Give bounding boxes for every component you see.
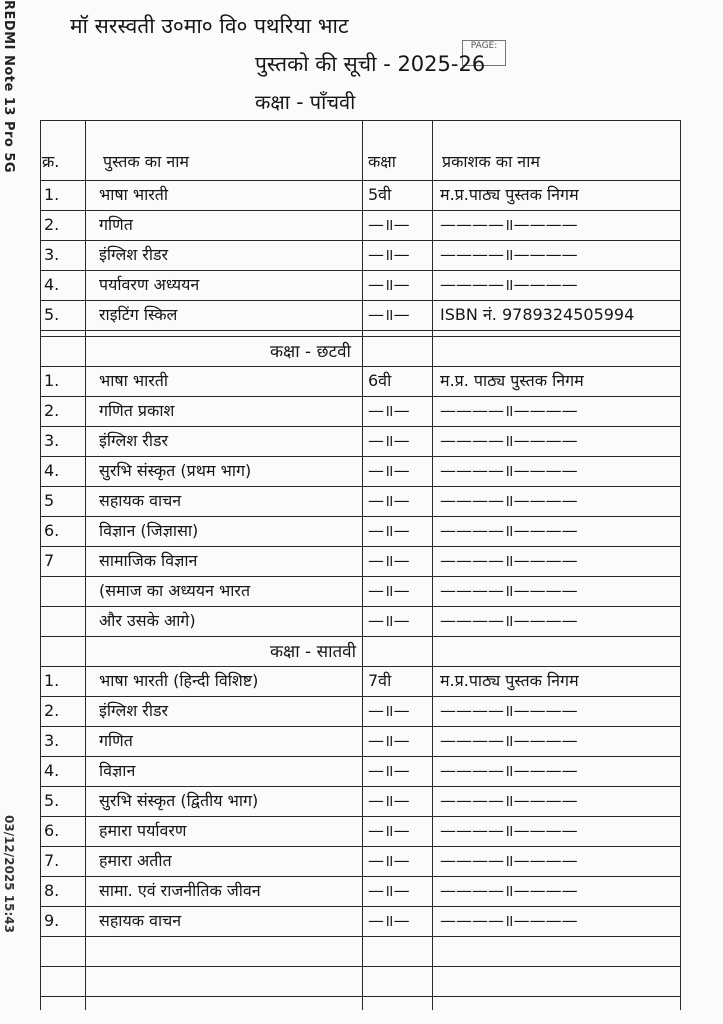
row-book-name: विज्ञान (जिज्ञासा): [99, 521, 199, 540]
rule-line: [40, 726, 680, 727]
row-publisher: ————॥————: [440, 401, 578, 420]
rule-line: [40, 546, 680, 547]
school-name: मॉ सरस्वती उ०मा० वि० पथरिया भाट: [70, 14, 349, 38]
rule-line: [40, 210, 680, 211]
rule-line: [40, 816, 680, 817]
row-class: —॥—: [368, 611, 410, 630]
rule-line: [40, 966, 680, 967]
row-book-name: सामा. एवं राजनीतिक जीवन: [99, 881, 261, 900]
row-sno: 5.: [44, 305, 60, 324]
row-class: —॥—: [368, 701, 410, 720]
rule-line: [40, 996, 680, 997]
row-publisher: ————॥————: [440, 881, 578, 900]
row-class: —॥—: [368, 491, 410, 510]
rule-line: [40, 300, 680, 301]
row-sno: 5.: [44, 791, 60, 810]
section-title-7: कक्षा - सातवी: [270, 642, 357, 662]
row-class: 7वी: [368, 671, 392, 690]
rule-line: [40, 606, 680, 607]
rule-line: [40, 696, 680, 697]
row-class: —॥—: [368, 521, 410, 540]
rule-line: [40, 576, 680, 577]
row-publisher: ————॥————: [440, 611, 578, 630]
row-sno: 6.: [44, 521, 60, 540]
row-book-name: सामाजिक विज्ञान: [99, 551, 198, 570]
rule-line: [40, 120, 680, 121]
rule-line: [40, 336, 680, 337]
row-publisher: ————॥————: [440, 245, 578, 264]
row-class: —॥—: [368, 275, 410, 294]
row-publisher: ————॥————: [440, 911, 578, 930]
row-class: —॥—: [368, 881, 410, 900]
row-sno: 1.: [44, 185, 60, 204]
row-publisher: ————॥————: [440, 215, 578, 234]
row-class: 5वी: [368, 185, 392, 204]
row-book-name: गणित: [99, 215, 133, 234]
camera-watermark: REDMI Note 13 Pro 5G: [1, 0, 16, 174]
row-book-name: भाषा भारती (हिन्दी विशिष्ट): [99, 671, 259, 690]
list-title: पुस्तको की सूची - 2025-26: [255, 52, 486, 76]
row-sno: 2.: [44, 401, 60, 420]
row-class: —॥—: [368, 851, 410, 870]
row-sno: 2.: [44, 701, 60, 720]
row-class: —॥—: [368, 581, 410, 600]
rule-line: [40, 270, 680, 271]
row-book-name: सहायक वाचन: [99, 911, 182, 930]
camera-timestamp: 03/12/2025 15:43: [2, 815, 16, 933]
row-sno: 2.: [44, 215, 60, 234]
header-sno: क्र.: [42, 152, 60, 171]
row-sno: 4.: [44, 275, 60, 294]
row-book-name: विज्ञान: [99, 761, 136, 780]
row-publisher: ————॥————: [440, 521, 578, 540]
row-book-name: सुरभि संस्कृत (प्रथम भाग): [99, 461, 252, 480]
header-class: कक्षा: [368, 152, 396, 171]
row-sno: 1.: [44, 371, 60, 390]
row-publisher: ————॥————: [440, 761, 578, 780]
rule-line: [40, 906, 680, 907]
row-class: —॥—: [368, 731, 410, 750]
row-publisher: ————॥————: [440, 275, 578, 294]
rule-line: [40, 636, 680, 637]
row-book-name: (समाज का अध्ययन भारत: [99, 581, 251, 600]
row-class: 6वी: [368, 371, 392, 390]
row-publisher: ————॥————: [440, 431, 578, 450]
row-publisher: ————॥————: [440, 701, 578, 720]
row-class: —॥—: [368, 551, 410, 570]
row-publisher: म.प्र. पाठ्य पुस्तक निगम: [440, 371, 584, 390]
column-line: [85, 120, 86, 1010]
row-publisher: ————॥————: [440, 731, 578, 750]
rule-line: [40, 876, 680, 877]
row-book-name: इंग्लिश रीडर: [99, 431, 169, 450]
row-publisher: ————॥————: [440, 551, 578, 570]
row-book-name: सहायक वाचन: [99, 491, 182, 510]
row-publisher: ————॥————: [440, 461, 578, 480]
row-sno: 3.: [44, 245, 60, 264]
row-class: —॥—: [368, 215, 410, 234]
row-class: —॥—: [368, 461, 410, 480]
rule-line: [40, 240, 680, 241]
row-class: —॥—: [368, 911, 410, 930]
row-book-name: गणित प्रकाश: [99, 401, 175, 420]
row-publisher: ————॥————: [440, 491, 578, 510]
row-class: —॥—: [368, 791, 410, 810]
section-title-6: कक्षा - छटवी: [270, 342, 351, 362]
section-title-5: कक्षा - पाँचवी: [255, 90, 356, 114]
row-class: —॥—: [368, 245, 410, 264]
row-sno: 7.: [44, 851, 60, 870]
rule-line: [40, 426, 680, 427]
row-class: —॥—: [368, 305, 410, 324]
row-book-name: भाषा भारती: [99, 371, 169, 390]
row-publisher: ————॥————: [440, 791, 578, 810]
header-book-name: पुस्तक का नाम: [103, 152, 189, 171]
rule-line: [40, 396, 680, 397]
column-line: [680, 120, 681, 1010]
row-sno: 7: [44, 551, 55, 570]
row-publisher: ————॥————: [440, 821, 578, 840]
row-publisher: ————॥————: [440, 851, 578, 870]
rule-line: [40, 846, 680, 847]
row-sno: 9.: [44, 911, 60, 930]
row-publisher: म.प्र.पाठ्य पुस्तक निगम: [440, 671, 579, 690]
rule-line: [40, 180, 680, 181]
column-line: [432, 120, 433, 1010]
column-line: [362, 120, 363, 1010]
rule-line: [40, 330, 680, 331]
rule-line: [40, 516, 680, 517]
row-book-name: और उसके आगे): [99, 611, 196, 630]
rule-line: [40, 486, 680, 487]
page-stamp: PAGE:: [462, 40, 506, 66]
rule-line: [40, 366, 680, 367]
row-sno: 1.: [44, 671, 60, 690]
row-book-name: इंग्लिश रीडर: [99, 701, 169, 720]
row-publisher: ISBN नं. 9789324505994: [440, 305, 635, 324]
rule-line: [40, 786, 680, 787]
row-book-name: भाषा भारती: [99, 185, 169, 204]
row-sno: 3.: [44, 431, 60, 450]
row-sno: 3.: [44, 731, 60, 750]
row-sno: 4.: [44, 761, 60, 780]
row-class: —॥—: [368, 761, 410, 780]
row-sno: 8.: [44, 881, 60, 900]
row-sno: 5: [44, 491, 55, 510]
row-book-name: पर्यावरण अध्ययन: [99, 275, 200, 294]
rule-line: [40, 756, 680, 757]
row-book-name: हमारा अतीत: [99, 851, 172, 870]
row-class: —॥—: [368, 431, 410, 450]
row-book-name: इंग्लिश रीडर: [99, 245, 169, 264]
row-book-name: गणित: [99, 731, 133, 750]
row-book-name: सुरभि संस्कृत (द्वितीय भाग): [99, 791, 259, 810]
row-class: —॥—: [368, 401, 410, 420]
column-line: [40, 120, 41, 1010]
row-book-name: हमारा पर्यावरण: [99, 821, 187, 840]
row-sno: 6.: [44, 821, 60, 840]
row-sno: 4.: [44, 461, 60, 480]
rule-line: [40, 666, 680, 667]
rule-line: [40, 456, 680, 457]
rule-line: [40, 936, 680, 937]
row-publisher: म.प्र.पाठ्य पुस्तक निगम: [440, 185, 579, 204]
row-publisher: ————॥————: [440, 581, 578, 600]
row-book-name: राइटिंग स्किल: [99, 305, 178, 324]
header-publisher: प्रकाशक का नाम: [442, 152, 540, 171]
row-class: —॥—: [368, 821, 410, 840]
